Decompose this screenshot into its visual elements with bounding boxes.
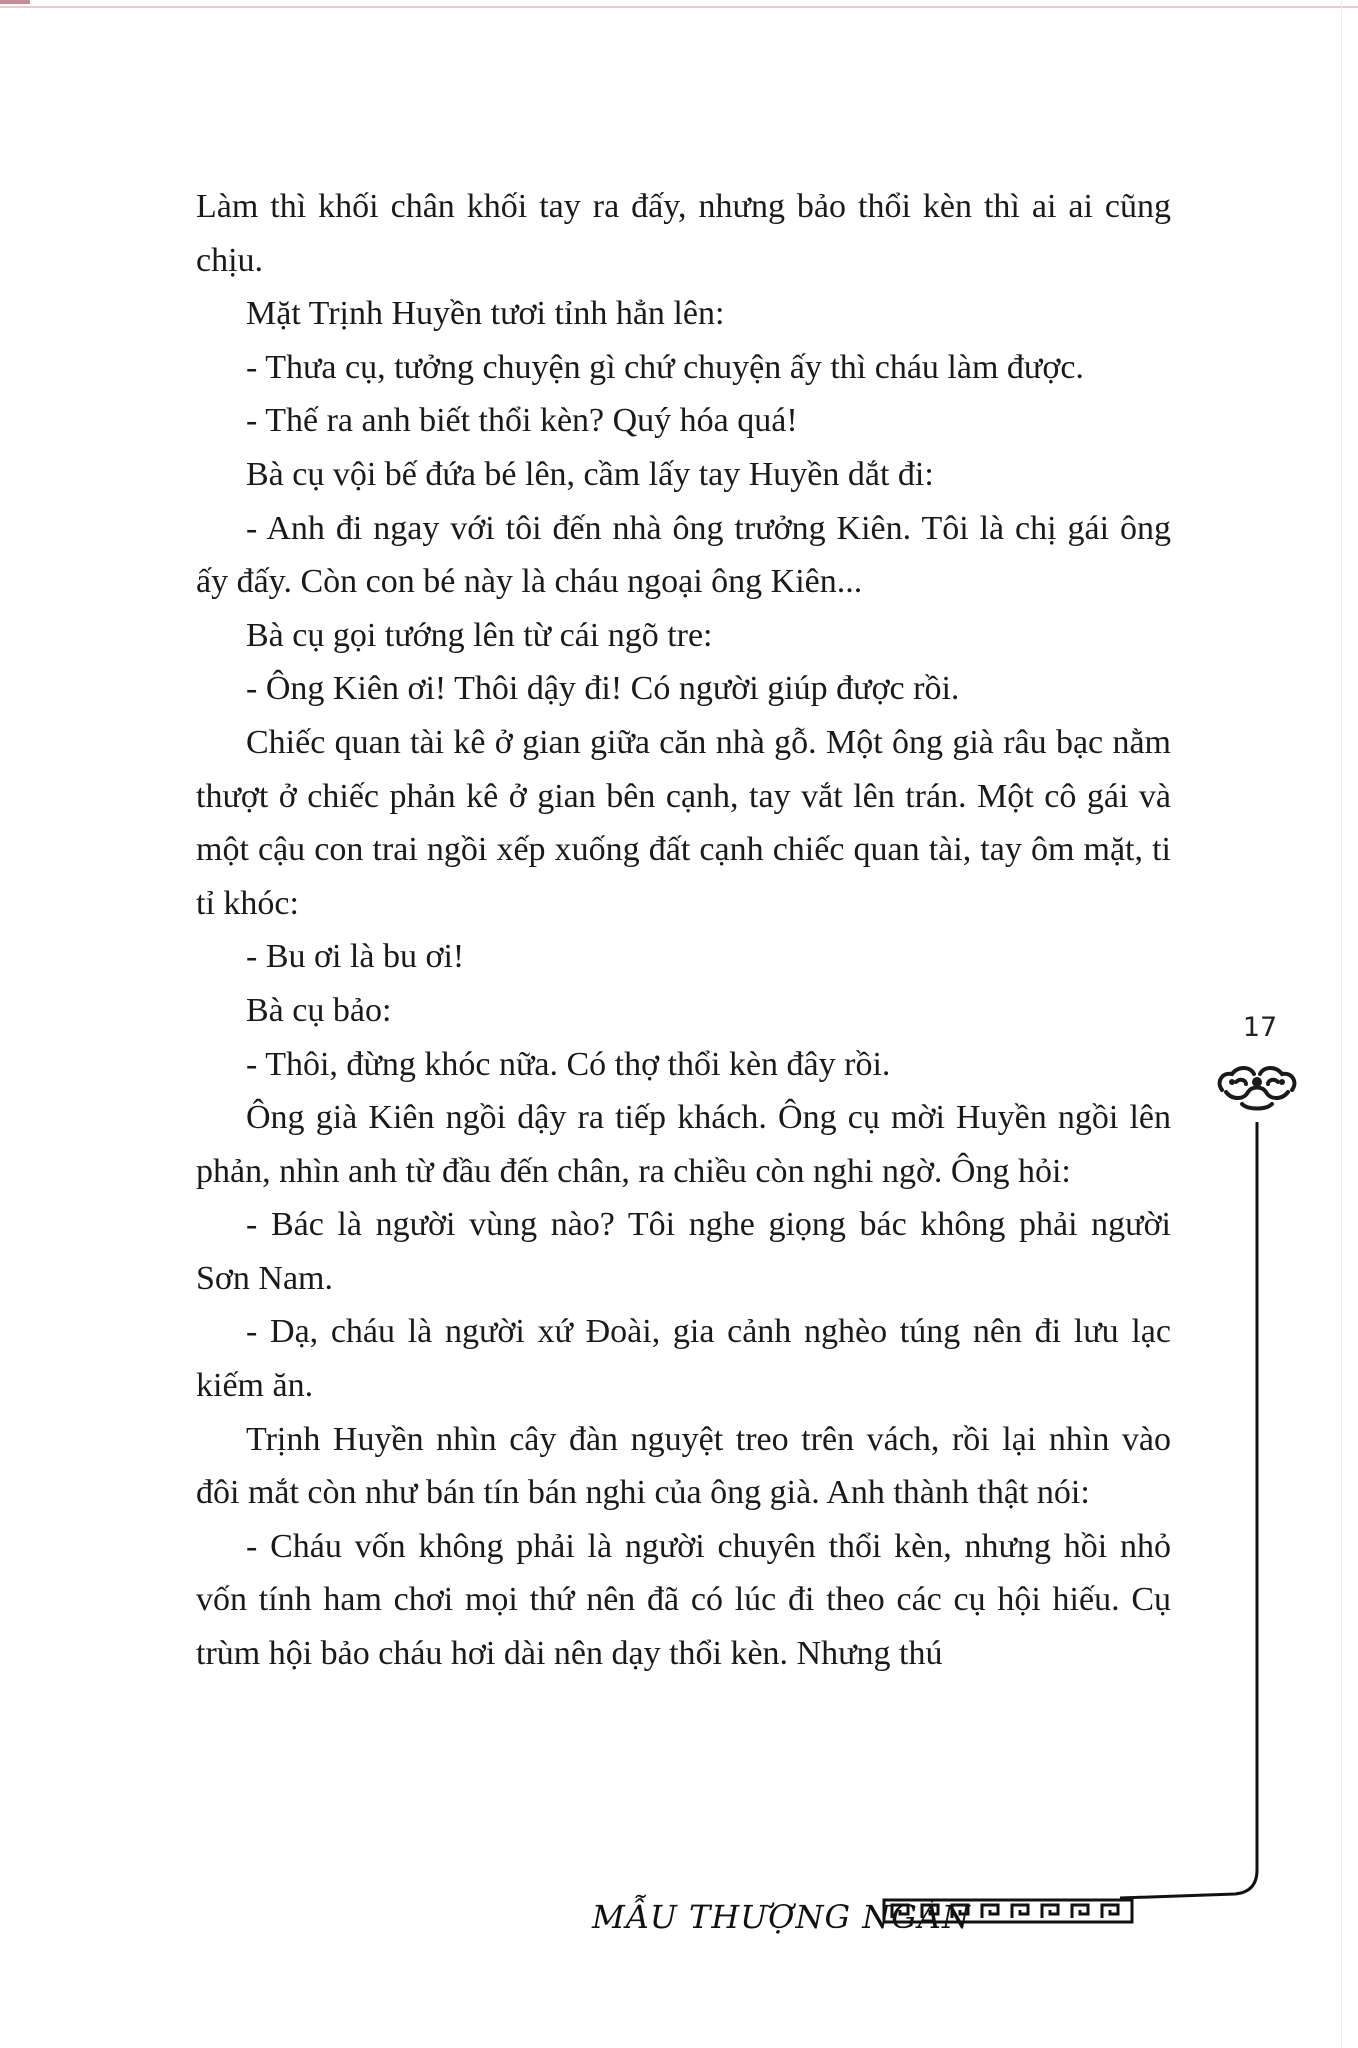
body-text: [196, 180, 1171, 1681]
paragraph: Mặt Trịnh Huyền tươi tỉnh hẳn lên:: [246, 295, 725, 333]
paragraph: Làm thì khối chân khối tay ra đấy, nhưng bảo thổi kèn thì ai ai cũng chịu.: [196, 188, 1171, 279]
paragraph: Bà cụ bảo:: [246, 991, 392, 1029]
paragraph: Ông già Kiên ngồi dậy ra tiếp khách. Ông cụ mời Huyền ngồi lên phản, nhìn anh từ đầu đến chân, ra chiều còn nghi ngờ. Ông hỏi:: [196, 1099, 1171, 1190]
cloud-scroll-ornament-icon: [1212, 1052, 1302, 1122]
paragraph: - Bu ơi là bu ơi!: [246, 938, 465, 976]
paragraph: Chiếc quan tài kê ở gian giữa căn nhà gỗ. Một ông già râu bạc nằm thượt ở chiếc phản kê ở gian bên cạnh, tay vắt lên trán. Một cô gái và một cậu con trai ngồi xếp xuống đất cạnh chiếc quan tài, tay ôm mặt, ti tỉ khóc:: [196, 723, 1171, 922]
greek-key-border-icon: [882, 1896, 1134, 1926]
running-title: MẪU THƯỢNG NGÀN: [592, 1898, 971, 1936]
page-top-edge: [0, 6, 1358, 8]
paragraph: Bà cụ gọi tướng lên từ cái ngõ tre:: [246, 616, 713, 654]
paragraph: - Cháu vốn không phải là người chuyên thổi kèn, nhưng hồi nhỏ vốn tính ham chơi mọi thứ nên đã có lúc đi theo các cụ hội hiếu. Cụ trùm hội bảo cháu hơi dài nên dạy thổi kèn. Nhưng thú: [196, 1527, 1171, 1673]
paragraph: - Bác là người vùng nào? Tôi nghe giọng bác không phải người Sơn Nam.: [196, 1206, 1171, 1297]
paragraph: - Dạ, cháu là người xứ Đoài, gia cảnh nghèo túng nên đi lưu lạc kiếm ăn.: [196, 1313, 1171, 1405]
page-top-mark: [0, 0, 30, 4]
paragraph: - Thế ra anh biết thổi kèn? Quý hóa quá!: [246, 402, 798, 440]
paragraph: - Thôi, đừng khóc nữa. Có thợ thổi kèn đây rồi.: [246, 1045, 891, 1083]
paragraph: Trịnh Huyền nhìn cây đàn nguyệt treo trên vách, rồi lại nhìn vào đôi mắt còn như bán tín bán nghi của ông già. Anh thành thật nói:: [196, 1420, 1171, 1512]
paragraph: - Ông Kiên ơi! Thôi dậy đi! Có người giúp được rồi.: [246, 670, 960, 708]
page-right-edge: [1341, 0, 1342, 2048]
paragraph: Bà cụ vội bế đứa bé lên, cầm lấy tay Huyền dắt đi:: [246, 455, 934, 493]
page-number: 17: [1242, 1012, 1278, 1043]
paragraph: - Anh đi ngay với tôi đến nhà ông trưởng Kiên. Tôi là chị gái ông ấy đấy. Còn con bé này là cháu ngoại ông Kiên...: [196, 509, 1171, 601]
paragraph: - Thưa cụ, tưởng chuyện gì chứ chuyện ấy thì cháu làm được.: [246, 348, 1084, 386]
